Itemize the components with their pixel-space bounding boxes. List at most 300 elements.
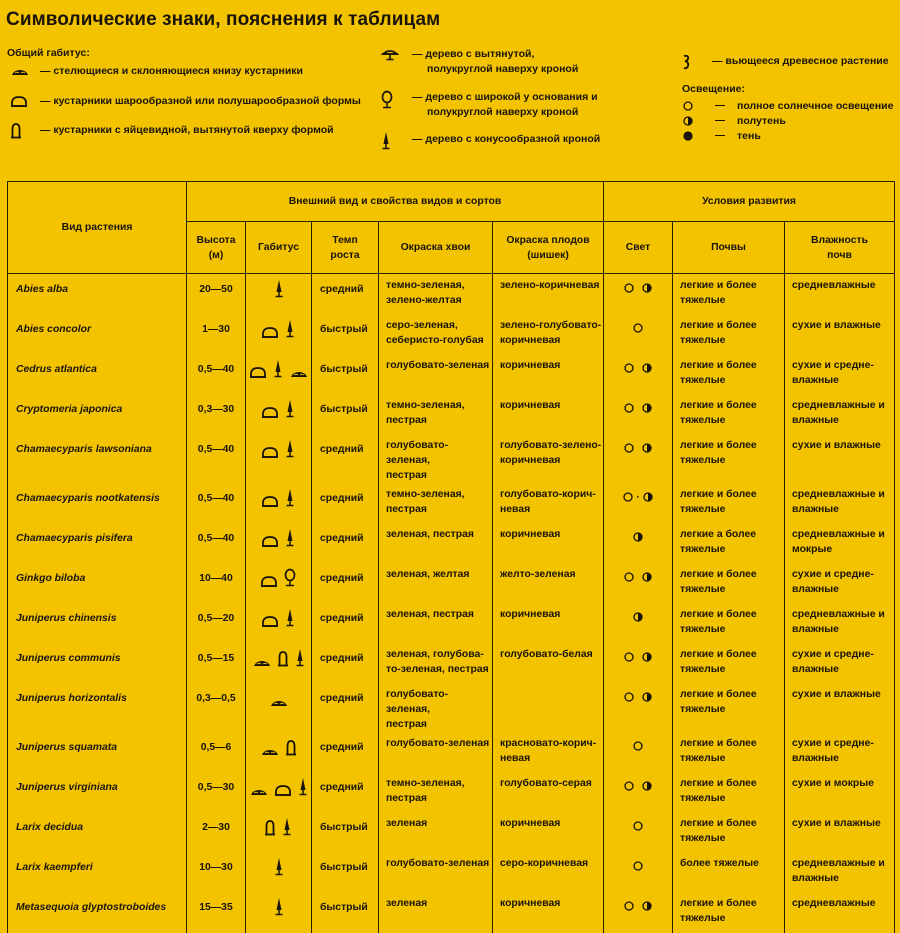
soil-moisture: средневлажные и [792,609,885,620]
plant-name: Cedrus atlantica [8,354,187,394]
round-tree-icon [380,90,400,106]
needle-color-cell [379,354,493,394]
soil-type: легкие и более [680,320,757,331]
fruit-color: коричневая [500,818,561,829]
header-needles: Окраска хвои [379,222,493,274]
fruit-color-cell [493,314,604,354]
conical-tree-icon [273,897,285,917]
fruit-color: зелено-голубовато- [500,320,602,331]
habit-cell [246,274,312,315]
light-cell [604,683,673,732]
light-cell [604,434,673,483]
growth-rate: быстрый [312,354,379,394]
dome-shrub-icon [261,534,279,548]
table-row [8,852,895,892]
needle-color: серо-зеленая, [386,320,458,331]
full-sun-icon [623,402,635,414]
fruit-color-cell [493,354,604,394]
half-shade-icon [641,780,653,792]
needle-color-cell [379,563,493,603]
header-fruits-l1: Окраска плодов [506,234,590,246]
dome-shrub-icon [261,494,279,508]
table-row [8,394,895,434]
habit-cell [246,812,312,852]
plant-name: Metasequoia glyptostroboides [8,892,187,933]
soil-type: легкие и более [680,489,757,500]
dome-shrub-icon [261,405,279,419]
soil-type: легкие и более [680,360,757,371]
needle-color: зеленая [386,818,428,829]
needle-color: зелено-желтая [386,295,462,306]
header-light: Свет [604,222,673,274]
creeping-shrub-icon [10,65,30,81]
full-sun-icon [622,491,634,503]
light-cell [604,812,673,852]
needle-color-cell [379,643,493,683]
fruit-color: невая [500,753,531,764]
soil-moisture: влажные [792,415,839,426]
height-value: 0,3—0,5 [187,683,246,732]
half-shade-icon [641,900,653,912]
growth-rate: средний [312,434,379,483]
fruit-color-cell [493,812,604,852]
soil-moisture: влажные [792,375,839,386]
needle-color: пестрая [386,415,427,426]
soil-cell [673,643,785,683]
half-shade-icon [641,442,653,454]
table-row [8,314,895,354]
soil-type: легкие и более [680,689,757,700]
half-shade-icon [642,491,654,503]
table-row [8,683,895,732]
soil-type: тяжелые [680,584,726,595]
full-sun-icon [623,900,635,912]
soil-type: тяжелые [680,664,726,675]
soil-moisture: сухие и средне- [792,738,874,749]
needle-color-cell [379,603,493,643]
conical-tree-icon [273,857,285,877]
light-cell [604,394,673,434]
needle-color: зеленая, желтая [386,569,470,580]
creeping-shrub-icon [269,696,289,708]
oval-shrub-icon [277,650,289,668]
soil-cell [673,683,785,732]
dome-shrub-icon [10,94,30,110]
fruit-color: коричневая [500,455,561,466]
habit-cell [246,603,312,643]
needle-color-cell [379,812,493,852]
moisture-cell [785,274,895,315]
needle-color-cell [379,852,493,892]
needle-color: себеристо-голубая [386,335,484,346]
soil-cell [673,563,785,603]
needle-color-cell [379,732,493,772]
soil-moisture: средневлажные и [792,489,885,500]
header-appearance: Внешний вид и свойства видов и сортов [187,182,604,222]
soil-cell [673,434,785,483]
needle-color: пестрая [386,719,427,730]
fruit-color-cell [493,603,604,643]
fruit-color: коричневая [500,898,561,909]
fruit-color-cell [493,643,604,683]
soil-moisture: влажные [792,584,839,595]
needle-color: голубовато-зеленая [386,738,490,749]
fruit-color-cell [493,852,604,892]
conical-tree-icon [273,279,285,299]
needle-color-cell [379,394,493,434]
fruit-color-cell [493,683,604,732]
soil-moisture: средневлажные и [792,858,885,869]
header-fruits [493,222,604,274]
half-shade-icon [641,362,653,374]
header-habit: Габитус [246,222,312,274]
habit-cell [246,683,312,732]
conical-tree-icon [272,359,284,379]
soil-cell [673,812,785,852]
header-height-l1: Высота [196,234,236,246]
legend-half-shade: полутень [737,115,786,127]
soil-moisture: сухие и влажные [792,440,881,451]
soil-moisture: средневлажные [792,898,876,909]
height-value: 0,5—40 [187,434,246,483]
needle-color-cell [379,483,493,523]
plant-name: Larix decidua [8,812,187,852]
habit-cell [246,523,312,563]
soil-cell [673,354,785,394]
growth-rate: средний [312,643,379,683]
soil-type: тяжелые [680,335,726,346]
climbing-plant-icon [680,53,700,69]
fruit-color-cell [493,434,604,483]
soil-type: легкие а более [680,529,757,540]
table-row [8,354,895,394]
soil-type: более тяжелые [680,858,759,869]
page-title: Символические знаки, пояснения к таблицам [6,9,441,30]
soil-moisture: влажные [792,664,839,675]
soil-cell [673,314,785,354]
moisture-cell [785,772,895,812]
fruit-color-cell [493,732,604,772]
needle-color: зеленая, пестрая [386,609,474,620]
full-sun-icon [623,651,635,663]
round-tree-icon [283,568,297,588]
habit-cell [246,772,312,812]
oval-shrub-icon [264,819,276,837]
fruit-color: серо-коричневая [500,858,589,869]
legend-full-sun: полное солнечное освещение [737,100,894,112]
fruit-color: коричневая [500,360,561,371]
fruit-color: красновато-корич- [500,738,597,749]
full-sun-icon [623,691,635,703]
growth-rate: средний [312,603,379,643]
soil-type: тяжелые [680,624,726,635]
plant-name: Ginkgo biloba [8,563,187,603]
header-moisture [785,222,895,274]
moisture-cell [785,563,895,603]
soil-moisture: влажные [792,624,839,635]
legend-oval-shrub: — кустарники с яйцевидной, вытянутой кверху формой [40,124,334,136]
needle-color-cell [379,683,493,732]
needle-color: темно-зеленая, [386,489,465,500]
table-row [8,523,895,563]
soil-type: тяжелые [680,415,726,426]
height-value: 10—40 [187,563,246,603]
creeping-shrub-icon [289,367,309,379]
needle-color: пестрая [386,504,427,515]
growth-rate: средний [312,274,379,315]
plant-name: Larix kaempferi [8,852,187,892]
half-shade-icon [641,402,653,414]
dome-shrub-icon [249,365,267,379]
soil-moisture: сухие и влажные [792,818,881,829]
height-value: 15—35 [187,892,246,933]
legend-dash: — [715,130,725,141]
legend-dash: — [715,115,725,126]
table-row [8,732,895,772]
header-height-l2: (м) [208,249,224,261]
moisture-cell [785,643,895,683]
full-sun-icon [623,780,635,792]
moisture-cell [785,483,895,523]
height-value: 0,5—30 [187,772,246,812]
header-soil: Почвы [673,222,785,274]
light-separator: · [636,491,640,503]
table-row [8,603,895,643]
habit-cell [246,892,312,933]
full-sun-icon [632,740,644,752]
moisture-cell [785,892,895,933]
full-sun-icon [632,322,644,334]
soil-type: легкие и более [680,280,757,291]
soil-type: тяжелые [680,544,726,555]
fruit-color: коричневая [500,400,561,411]
fruit-color: голубовато-корич- [500,489,596,500]
table-row [8,812,895,852]
soil-moisture: сухие и влажные [792,320,881,331]
half-shade-icon [641,282,653,294]
full-sun-icon [623,282,635,294]
conical-tree-icon [284,399,296,419]
soil-type: легкие и более [680,818,757,829]
soil-moisture: влажные [792,873,839,884]
moisture-cell [785,394,895,434]
soil-type: тяжелые [680,913,726,924]
habit-legend-heading: Общий габитус: [7,47,90,59]
habit-cell [246,852,312,892]
plant-name: Abies concolor [8,314,187,354]
needle-color-cell [379,523,493,563]
soil-cell [673,603,785,643]
moisture-cell [785,683,895,732]
half-shade-icon [641,691,653,703]
soil-moisture: средневлажные и [792,529,885,540]
height-value: 2—30 [187,812,246,852]
light-cell [604,892,673,933]
habit-cell [246,483,312,523]
soil-moisture: сухие и мокрые [792,778,874,789]
soil-type: тяжелые [680,504,726,515]
legend-shade: тень [737,130,761,142]
legend-dome-shrub: — кустарники шарообразной или полушарообразной формы [40,95,361,107]
growth-rate: средний [312,483,379,523]
legend-conical-tree: — дерево с конусообразной кроной [412,133,601,145]
dome-shrub-icon [260,574,278,588]
creeping-shrub-icon [252,656,272,668]
needle-color: темно-зеленая, [386,400,465,411]
growth-rate: быстрый [312,852,379,892]
conical-tree-icon [284,608,296,628]
table-row [8,772,895,812]
soil-moisture: влажные [792,753,839,764]
fruit-color-cell [493,523,604,563]
table-row [8,434,895,483]
soil-type: легкие и более [680,569,757,580]
height-value: 0,5—20 [187,603,246,643]
fruit-color-cell [493,892,604,933]
fruit-color-cell [493,772,604,812]
light-cell [604,274,673,315]
height-value: 10—30 [187,852,246,892]
needle-color-cell [379,772,493,812]
legend-umbrella-tree-line2: полукруглой наверху кроной [427,63,579,75]
needle-color: голубовато-зеленая [386,360,490,371]
needle-color: зеленая, голубова- [386,649,484,660]
header-growth-l2: роста [330,249,360,261]
soil-cell [673,892,785,933]
table-row [8,274,895,315]
growth-rate: средний [312,683,379,732]
soil-type: легкие и более [680,609,757,620]
light-cell [604,483,673,523]
habit-cell [246,394,312,434]
soil-type: тяжелые [680,704,726,715]
fruit-color: коричневая [500,335,561,346]
soil-moisture: сухие и средне- [792,649,874,660]
dome-shrub-icon [274,783,292,797]
creeping-shrub-icon [260,745,280,757]
conical-tree-icon [281,817,293,837]
light-cell [604,354,673,394]
fruit-color: голубовато-серая [500,778,592,789]
soil-moisture: сухие и влажные [792,689,881,700]
full-sun-icon [623,362,635,374]
needle-color: пестрая [386,470,427,481]
soil-moisture: мокрые [792,544,833,555]
fruit-color-cell [493,274,604,315]
oval-shrub-icon [10,122,30,138]
fruit-color-cell [493,394,604,434]
light-cell [604,563,673,603]
needle-color: темно-зеленая, [386,280,465,291]
needle-color: пестрая [386,793,427,804]
soil-type: тяжелые [680,833,726,844]
fruit-color: невая [500,504,531,515]
header-growth-l1: Темп [332,234,358,246]
soil-moisture: сухие и средне- [792,569,874,580]
soil-type: легкие и более [680,738,757,749]
light-cell [604,643,673,683]
soil-moisture: влажные [792,504,839,515]
conical-tree-icon [284,488,296,508]
habit-cell [246,354,312,394]
needle-color-cell [379,314,493,354]
soil-cell [673,732,785,772]
soil-cell [673,772,785,812]
dome-shrub-icon [261,445,279,459]
conical-tree-icon [284,528,296,548]
soil-cell [673,852,785,892]
needle-color: темно-зеленая, [386,778,465,789]
height-value: 0,5—40 [187,354,246,394]
needle-color: голубовато-зеленая [386,858,490,869]
legend-climbing-plant: — вьющееся древесное растение [712,55,889,67]
habit-cell [246,434,312,483]
fruit-color: зелено-коричневая [500,280,600,291]
soil-type: тяжелые [680,793,726,804]
half-shade-icon [632,611,644,623]
table-row [8,483,895,523]
fruit-color: коричневая [500,529,561,540]
conical-tree-icon [297,777,309,797]
plant-name: Juniperus horizontalis [8,683,187,732]
height-value: 0,5—6 [187,732,246,772]
conical-tree-icon [380,131,400,147]
legend-umbrella-tree-line1: — дерево с вытянутой, [412,48,535,60]
fruit-color-cell [493,483,604,523]
soil-type: легкие и более [680,778,757,789]
plant-name: Chamaecyparis lawsoniana [8,434,187,483]
needle-color-cell [379,274,493,315]
header-moisture-l1: Влажность [811,234,869,246]
growth-rate: быстрый [312,314,379,354]
light-cell [604,772,673,812]
table-row [8,643,895,683]
habit-cell [246,563,312,603]
moisture-cell [785,314,895,354]
header-height [187,222,246,274]
full-sun-icon [632,860,644,872]
light-cell [604,603,673,643]
plant-name: Juniperus squamata [8,732,187,772]
growth-rate: быстрый [312,394,379,434]
growth-rate: быстрый [312,812,379,852]
soil-moisture: средневлажные [792,280,876,291]
needle-color: зеленая, пестрая [386,529,474,540]
soil-cell [673,483,785,523]
moisture-cell [785,434,895,483]
light-cell [604,852,673,892]
conical-tree-icon [284,319,296,339]
needle-color: голубовато-зеленая, [386,440,449,466]
table-row [8,563,895,603]
shade-icon [682,130,702,146]
soil-type: легкие и более [680,400,757,411]
fruit-color: коричневая [500,609,561,620]
half-shade-icon [641,571,653,583]
height-value: 0,5—15 [187,643,246,683]
full-sun-icon [682,100,702,116]
plant-name: Chamaecyparis pisifera [8,523,187,563]
light-cell [604,523,673,563]
light-legend-heading: Освещение: [682,83,745,95]
needle-color: то-зеленая, пестрая [386,664,489,675]
soil-type: тяжелые [680,375,726,386]
fruit-color-cell [493,563,604,603]
light-cell [604,732,673,772]
soil-type: легкие и более [680,440,757,451]
growth-rate: средний [312,563,379,603]
growth-rate: быстрый [312,892,379,933]
